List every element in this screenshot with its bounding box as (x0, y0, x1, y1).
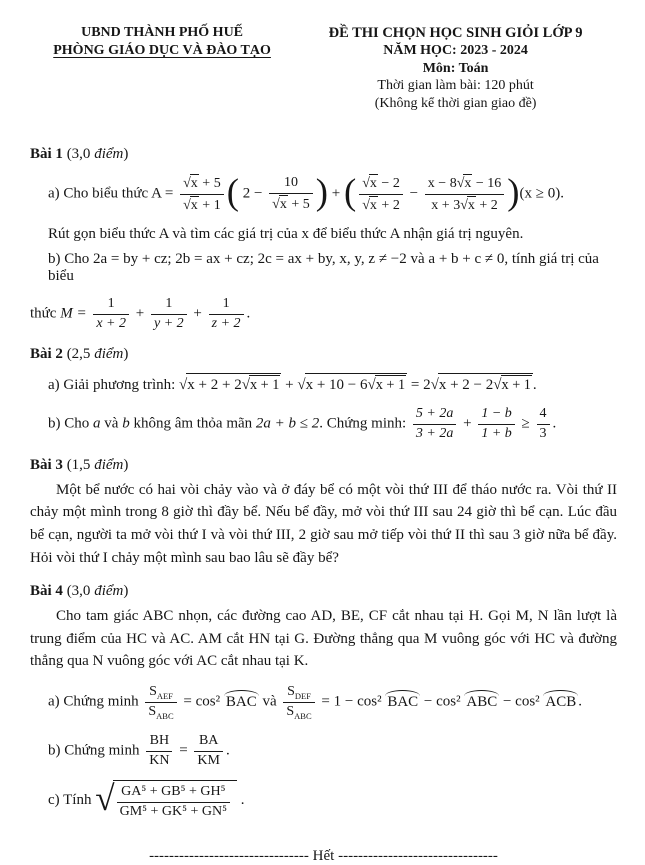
problem-1a-note: Rút gọn biểu thức A và tìm các giá trị của x để biểu thức A nhận giá trị nguyên. (48, 225, 524, 242)
sqrt-symbol: √ (297, 377, 305, 394)
text: và (104, 415, 119, 432)
text: Cho (64, 415, 90, 432)
numerator: 1 (151, 296, 187, 315)
area-subscript: DEF (294, 691, 311, 702)
exam-title-block (294, 24, 617, 112)
problem-number: Bài 4 (30, 582, 63, 599)
area-symbol: S (149, 684, 157, 700)
authority-department: PHÒNG GIÁO DỤC VÀ ĐÀO TẠO (53, 43, 271, 59)
radical (460, 198, 476, 213)
denominator: KM (197, 752, 220, 768)
radicand: x (369, 176, 377, 192)
numerator (359, 174, 403, 195)
sqrt-symbol: √ (183, 197, 190, 213)
term: − 16 (475, 176, 502, 192)
domain-condition: (x ≥ 0). (519, 185, 565, 202)
denominator: GM⁵ + GK⁵ + GN⁵ (119, 804, 228, 820)
fraction (93, 296, 129, 333)
p4b-lead: b) Chứng minh (48, 742, 140, 759)
radicand: x (467, 197, 475, 213)
p4a-lead: a) Chứng minh (48, 693, 139, 710)
radical (242, 377, 281, 393)
duration-note: (Không kể thời gian giao đề) (374, 95, 537, 111)
fraction (145, 684, 176, 721)
term: x + 2 − 2 (438, 377, 494, 394)
numerator: 1 (93, 296, 129, 315)
radicand: x (190, 197, 198, 213)
fraction (146, 733, 172, 770)
plus-op: + (135, 305, 145, 322)
radical (367, 377, 406, 393)
denominator: z + 2 (211, 315, 241, 331)
equals-cos: = cos² (183, 693, 221, 710)
term: + 2 (479, 197, 498, 213)
p2b-label: b) (48, 415, 61, 432)
area-subscript: ABC (156, 710, 174, 721)
text: . Chứng minh: (319, 415, 407, 432)
problem-points-word: điểm (94, 346, 124, 363)
radicand: x (369, 197, 377, 213)
radical (493, 377, 532, 393)
radical (431, 377, 533, 393)
angle-arc: ACB (543, 690, 578, 712)
header (30, 24, 617, 112)
sqrt-symbol: √ (183, 176, 190, 192)
issuing-authority (30, 24, 294, 60)
term: x + 3 (431, 197, 461, 213)
numerator: 5 + 2a (413, 406, 456, 425)
sqrt-symbol: √ (367, 377, 375, 394)
term: + 5 (291, 196, 310, 212)
period: . (532, 377, 537, 394)
plus-op: + (331, 185, 341, 202)
p2a-lead: a) Giải phương trình: (48, 377, 176, 394)
problem-points-word: điểm (94, 146, 124, 163)
problem-3-heading (30, 457, 617, 474)
radical (457, 176, 473, 191)
problem-number: Bài 1 (30, 146, 63, 163)
radicand: x (464, 176, 472, 192)
angle-arc: ABC (464, 690, 499, 712)
p1a-lead: a) Cho biểu thức (48, 185, 149, 202)
numerator (145, 684, 176, 703)
problem-1b-line1: b) Cho 2a = by + cz; 2b = ax + cz; 2c = ax + by, x, y, z ≠ −2 và a + b + c ≠ 0, tính giá trị của biểu (48, 250, 599, 284)
denominator: 3 (539, 425, 547, 441)
fraction (180, 174, 224, 215)
plus-op: + (463, 415, 472, 432)
sqrt-symbol: √ (430, 377, 438, 394)
fraction (359, 174, 403, 215)
angle-arc: BAC (224, 690, 259, 712)
term: x + 2 + 2 (187, 377, 242, 394)
term: − 2 (381, 176, 400, 192)
minus-cos: − cos² (423, 693, 461, 710)
denominator (145, 703, 176, 721)
exam-title: ĐỀ THI CHỌN HỌC SINH GIỎI LỚP 9 (328, 25, 583, 41)
radicand (438, 373, 533, 394)
radical (297, 377, 407, 393)
problem-points-word: điểm (94, 582, 124, 599)
fraction (209, 296, 244, 333)
area-symbol: S (287, 684, 295, 700)
expression-name: M = (60, 305, 87, 322)
problem-2b (30, 405, 617, 444)
area-subscript: AEF (156, 691, 173, 702)
numerator: 10 (269, 175, 313, 194)
term: x − 8 (427, 176, 457, 192)
problem-points: (2,5 (66, 346, 91, 363)
fraction (537, 406, 550, 443)
constraint: 2a + b ≤ 2 (255, 415, 320, 432)
problem-1a: a) Cho biểu thức A = $\frac{√x + 5}{√x + 1}$ ( 2 − $\frac{10}{√x + 5}$ ) + ( $\frac{√x - 2}{√x + 2}$ − $\frac{x - 8√x - 16}{x + 3√x + 2}$ )(x ≥ 0). (48, 171, 565, 213)
radical (183, 198, 199, 213)
fraction (194, 733, 223, 770)
term: 2 − (242, 185, 263, 202)
end-of-exam-line (30, 848, 617, 865)
radical (362, 198, 378, 213)
denominator (359, 195, 403, 215)
text: và (262, 693, 277, 710)
radicand: x (190, 176, 198, 192)
period: . (240, 792, 245, 809)
equals-op: = 2 (410, 377, 431, 394)
radicand (186, 373, 281, 394)
var-a: a (93, 415, 101, 432)
numerator (180, 174, 224, 195)
problem-points-close: ) (123, 456, 129, 473)
term: thức (30, 305, 57, 322)
fraction (425, 174, 505, 215)
numerator: BA (194, 733, 223, 752)
radicand: x (279, 196, 287, 212)
numerator: 4 (537, 406, 550, 425)
radical (179, 377, 281, 393)
fraction (117, 784, 230, 821)
radicand (113, 780, 237, 822)
radicand: x + 1 (501, 377, 531, 394)
p1a-lhs: A = (151, 185, 174, 202)
school-year: NĂM HỌC: 2023 - 2024 (383, 43, 528, 59)
problem-1b-line2 (30, 295, 617, 334)
numerator: GA⁵ + GB⁵ + GH⁵ (117, 784, 230, 803)
radicand: x + 1 (249, 377, 280, 394)
geq-op: ≥ (521, 415, 530, 432)
problem-points: (3,0 (66, 146, 91, 163)
numerator: BH (146, 733, 172, 752)
denominator (283, 703, 314, 721)
problem-points-word: điểm (94, 456, 124, 473)
problem-points-close: ) (123, 346, 129, 363)
numerator: 1 − b (478, 406, 514, 425)
denominator: 1 + b (481, 425, 512, 441)
equals-expr: = 1 − cos² (321, 693, 382, 710)
sqrt-symbol: √ (456, 176, 464, 192)
fraction (269, 175, 313, 214)
denominator: x + 2 (96, 315, 127, 331)
numerator (283, 684, 314, 703)
fraction (413, 406, 456, 443)
problem-points-close: ) (123, 582, 129, 599)
angle-arc: BAC (385, 690, 420, 712)
denominator (269, 194, 313, 214)
problem-number: Bài 2 (30, 346, 63, 363)
dash-run-left: -------------------------------- (149, 848, 309, 865)
term: + 5 (202, 176, 221, 192)
var-b: b (122, 415, 130, 432)
denominator: KN (149, 752, 170, 768)
area-symbol: S (286, 704, 295, 720)
term: + 2 (381, 197, 400, 213)
area-symbol: S (148, 704, 157, 720)
problem-points-close: ) (123, 146, 129, 163)
problem-4b (30, 732, 617, 771)
numerator (425, 174, 505, 195)
plus-op: + (285, 377, 294, 394)
radicand: x + 1 (375, 377, 406, 394)
problem-4-heading (30, 583, 617, 600)
radical (183, 176, 199, 191)
radicand (305, 373, 408, 394)
sqrt-symbol: √ (493, 377, 501, 394)
p4c-lead: c) Tính (48, 792, 92, 809)
radical (362, 176, 378, 191)
dash-run-right: -------------------------------- (338, 848, 498, 865)
problem-2-heading (30, 346, 617, 363)
sqrt-symbol: √ (241, 377, 249, 394)
equals-op: = (179, 742, 188, 759)
duration: Thời gian làm bài: 120 phút (377, 78, 534, 94)
period: . (578, 693, 583, 710)
denominator: y + 2 (153, 315, 184, 331)
radical (95, 779, 237, 820)
problem-points: (3,0 (66, 582, 91, 599)
fraction (478, 406, 514, 443)
sqrt-symbol: √ (179, 377, 187, 394)
period: . (225, 742, 230, 759)
problem-2a (30, 373, 617, 395)
problem-4-text: Cho tam giác ABC nhọn, các đường cao AD, BE, CF cắt nhau tại H. Gọi M, N lần lượt là trung điểm của HC và AC. AM cắt HN tại G. Đường thẳng qua M vuông góc với HC và đường thẳng qua N vuông góc với AC cắt nhau tại K. (30, 607, 617, 670)
period: . (246, 305, 251, 322)
term: x + 10 − 6 (305, 377, 368, 394)
sqrt-symbol: √ (95, 779, 113, 819)
subject: Môn: Toán (422, 60, 489, 76)
minus-cos: − cos² (502, 693, 540, 710)
period: . (552, 415, 557, 432)
problem-4c (30, 780, 617, 822)
authority-parent: UBND THÀNH PHỐ HUẾ (81, 25, 244, 40)
denominator (180, 195, 224, 215)
denominator: 3 + 2a (415, 425, 454, 441)
fraction (283, 684, 314, 721)
end-word: Hết (312, 848, 335, 865)
plus-op: + (193, 305, 202, 322)
problem-points: (1,5 (66, 456, 91, 473)
numerator: 1 (209, 296, 244, 315)
problem-number: Bài 3 (30, 456, 63, 473)
problem-4a (30, 683, 617, 722)
minus-op: − (409, 185, 419, 202)
sqrt-symbol: √ (460, 197, 467, 213)
text: không âm thỏa mãn (133, 415, 253, 432)
fraction (151, 296, 187, 333)
sqrt-symbol: √ (272, 196, 279, 212)
radical (272, 197, 288, 212)
sqrt-symbol: √ (362, 197, 369, 213)
denominator (425, 195, 505, 215)
term: + 1 (202, 197, 221, 213)
sqrt-symbol: √ (362, 176, 369, 192)
problem-3-text: Một bể nước có hai vòi chảy vào và ở đáy bể có một vòi thứ III để tháo nước ra. Vòi thứ II chảy một mình trong 8 giờ thì đầy bể. Nếu bể đầy, mở vòi thứ III sau 24 giờ thì bể cạn. Lúc đầu bể cạn, người ta mở vòi thứ I và vòi thứ III, 2 giờ sau mở tiếp vòi thứ II thì sau 3 giờ nữa bể đầy. Hỏi vòi thứ I chảy một mình sau bao lâu sẽ đầy bể? (30, 481, 617, 567)
area-subscript: ABC (294, 710, 312, 721)
problem-1-heading (30, 146, 617, 163)
